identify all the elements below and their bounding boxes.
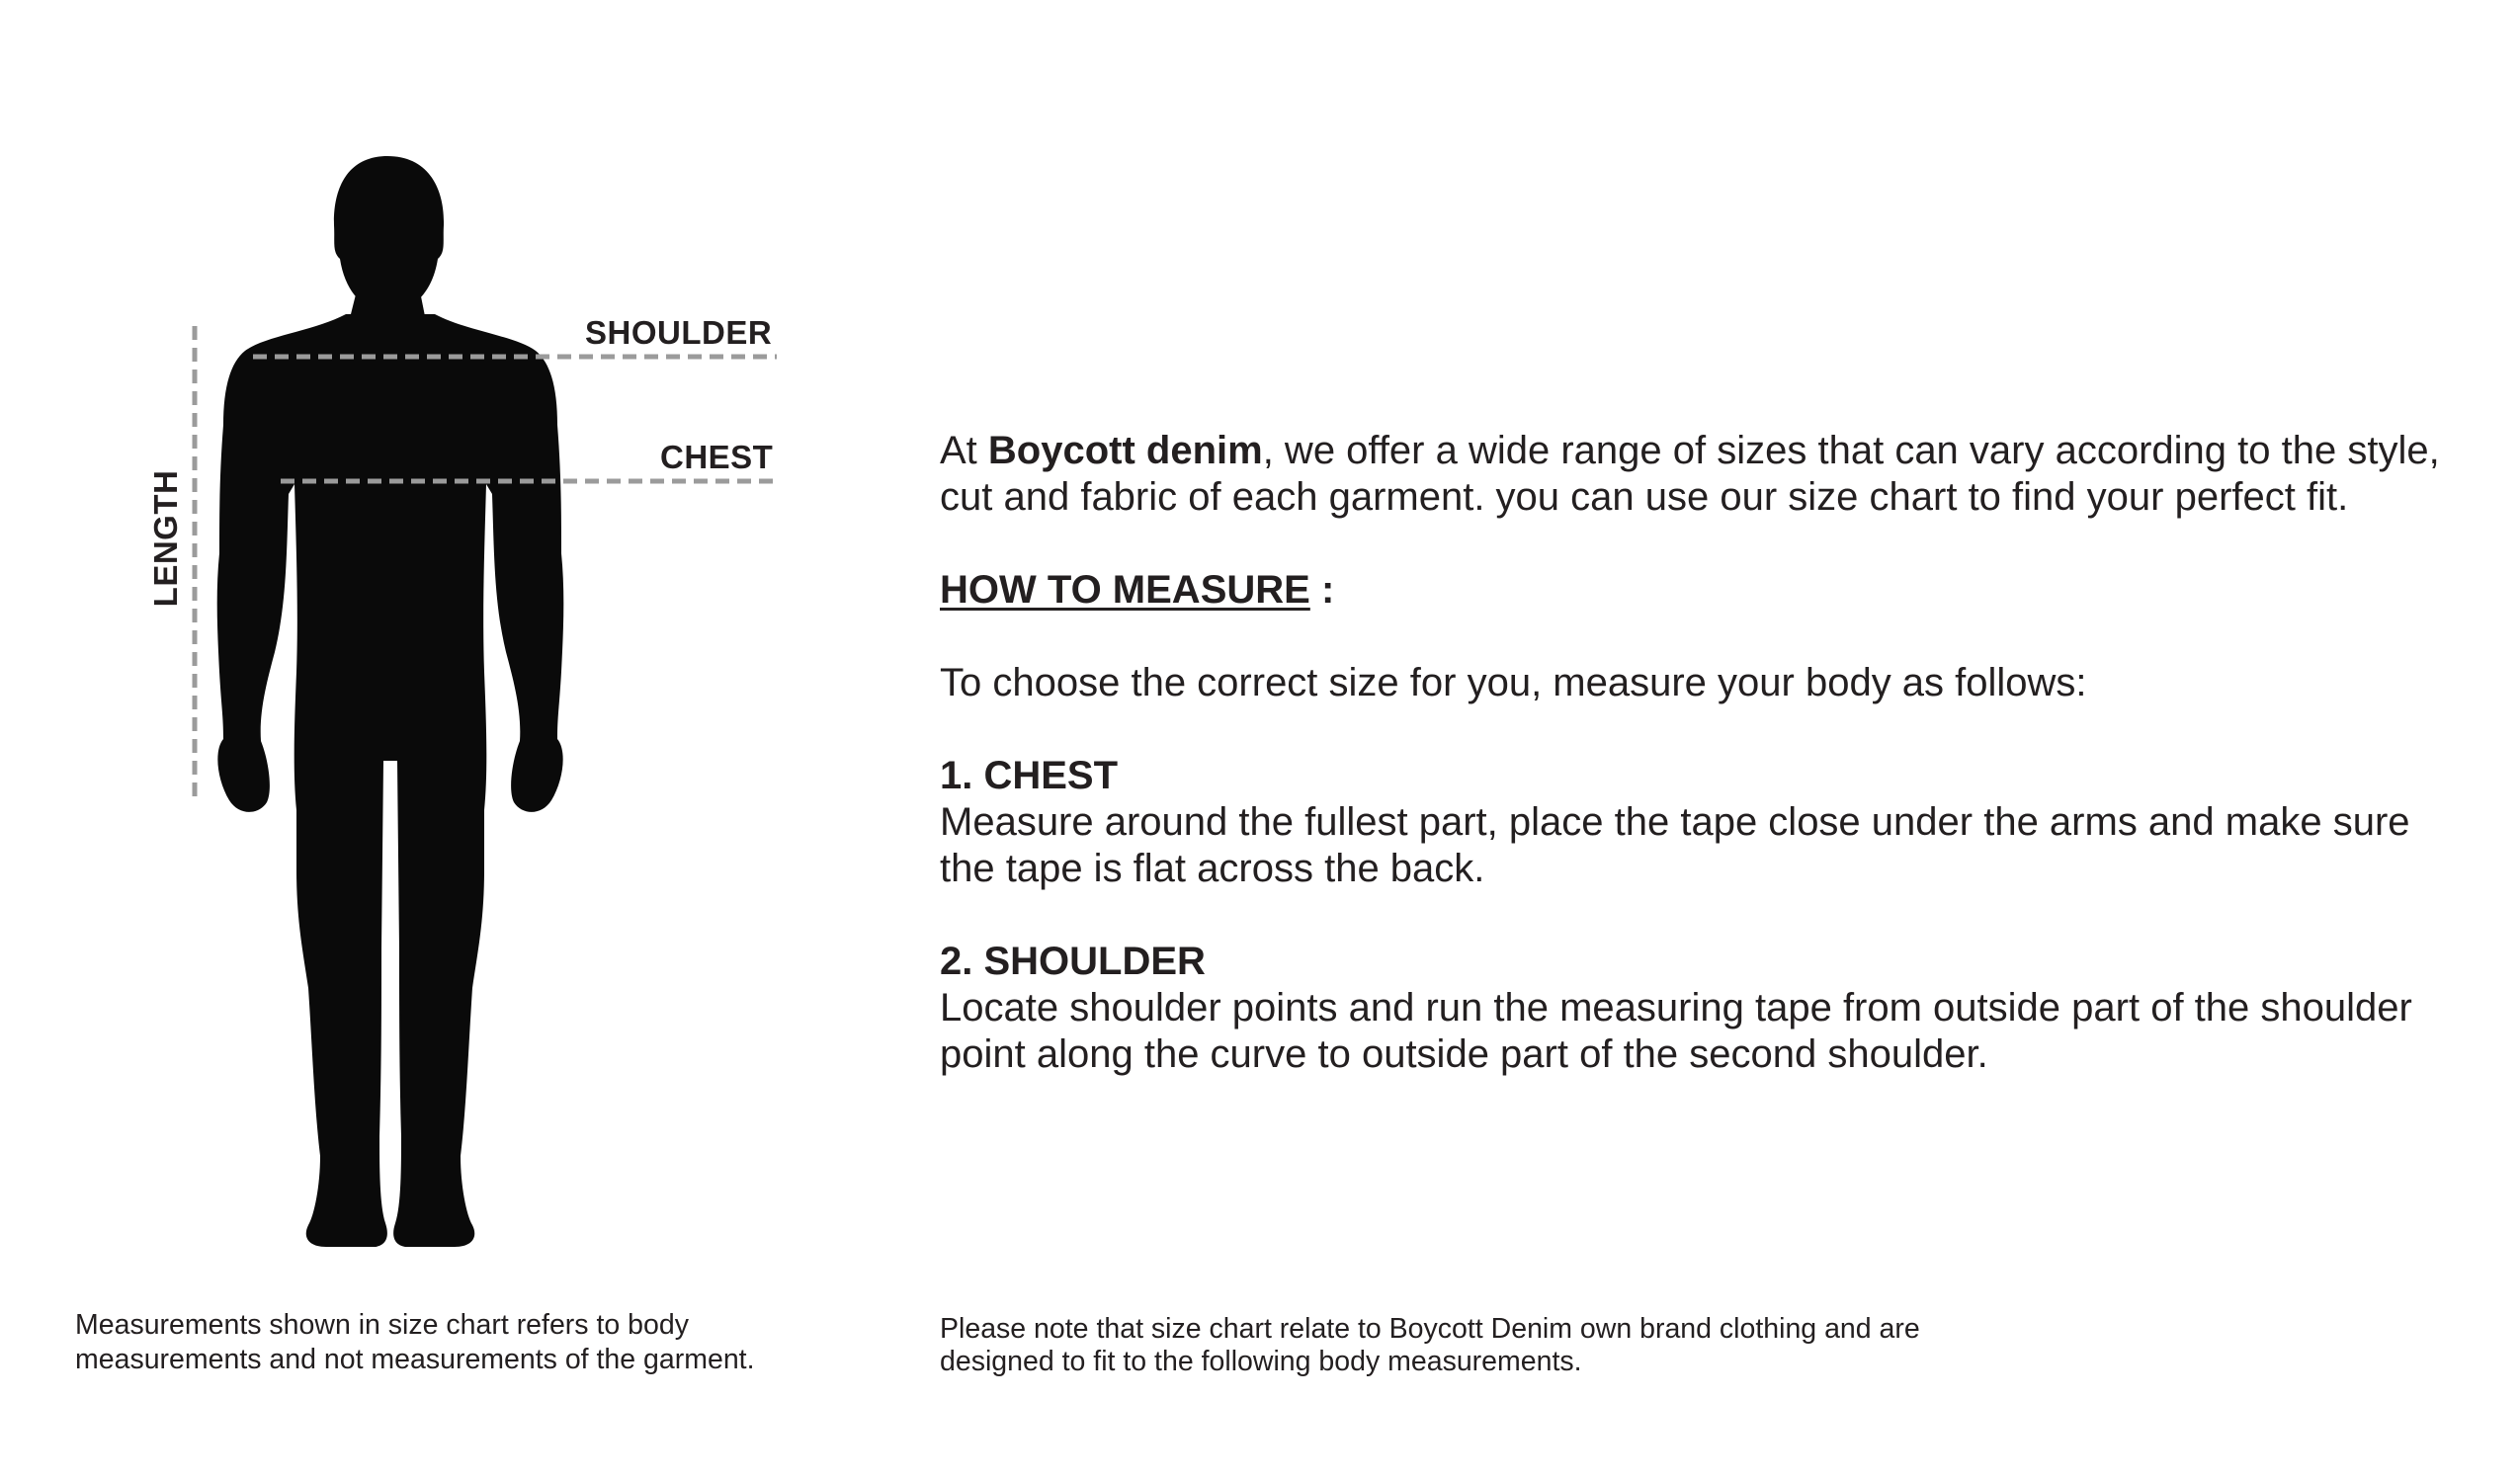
- length-label: LENGTH: [147, 469, 184, 608]
- chest-section-text: Measure around the fullest part, place the tape close under the arms and make sure the tape is flat across the back.: [940, 800, 2410, 890]
- shoulder-section-text: Locate shoulder points and run the measuring tape from outside part of the shoulder point along the curve to outside part of the second shoulder.: [940, 986, 2412, 1076]
- body-measurement-figure: [0, 0, 889, 1284]
- intro-prefix: At: [940, 429, 988, 472]
- chest-label: CHEST: [660, 439, 774, 475]
- body-silhouette: [0, 0, 889, 1284]
- shoulder-section-title: 2. SHOULDER: [940, 940, 1206, 983]
- how-to-measure-title: HOW TO MEASURE: [940, 568, 1310, 612]
- how-to-measure-colon: :: [1309, 568, 1335, 612]
- measure-instruction: To choose the correct size for you, measure your body as follows:: [940, 661, 2087, 704]
- size-chart-note: Please note that size chart relate to Boycott Denim own brand clothing and are designed to fit to the following body measurements.: [940, 1313, 1920, 1377]
- size-guide-content: [940, 428, 2442, 1078]
- shoulder-label: SHOULDER: [585, 314, 773, 351]
- how-to-measure-heading: [940, 567, 2442, 614]
- chest-section-title: 1. CHEST: [940, 754, 1119, 797]
- intro-paragraph: [940, 428, 2442, 521]
- silhouette-shape: [217, 156, 564, 1247]
- intro-text: , we offer a wide range of sizes that can vary according to the style, cut and fabric of each garment. you can use our size chart to find your perfect fit.: [940, 429, 2440, 519]
- body-measurement-note: Measurements shown in size chart refers to body measurements and not measurements of the garment.: [75, 1309, 755, 1375]
- brand-name: Boycott denim: [987, 429, 1263, 472]
